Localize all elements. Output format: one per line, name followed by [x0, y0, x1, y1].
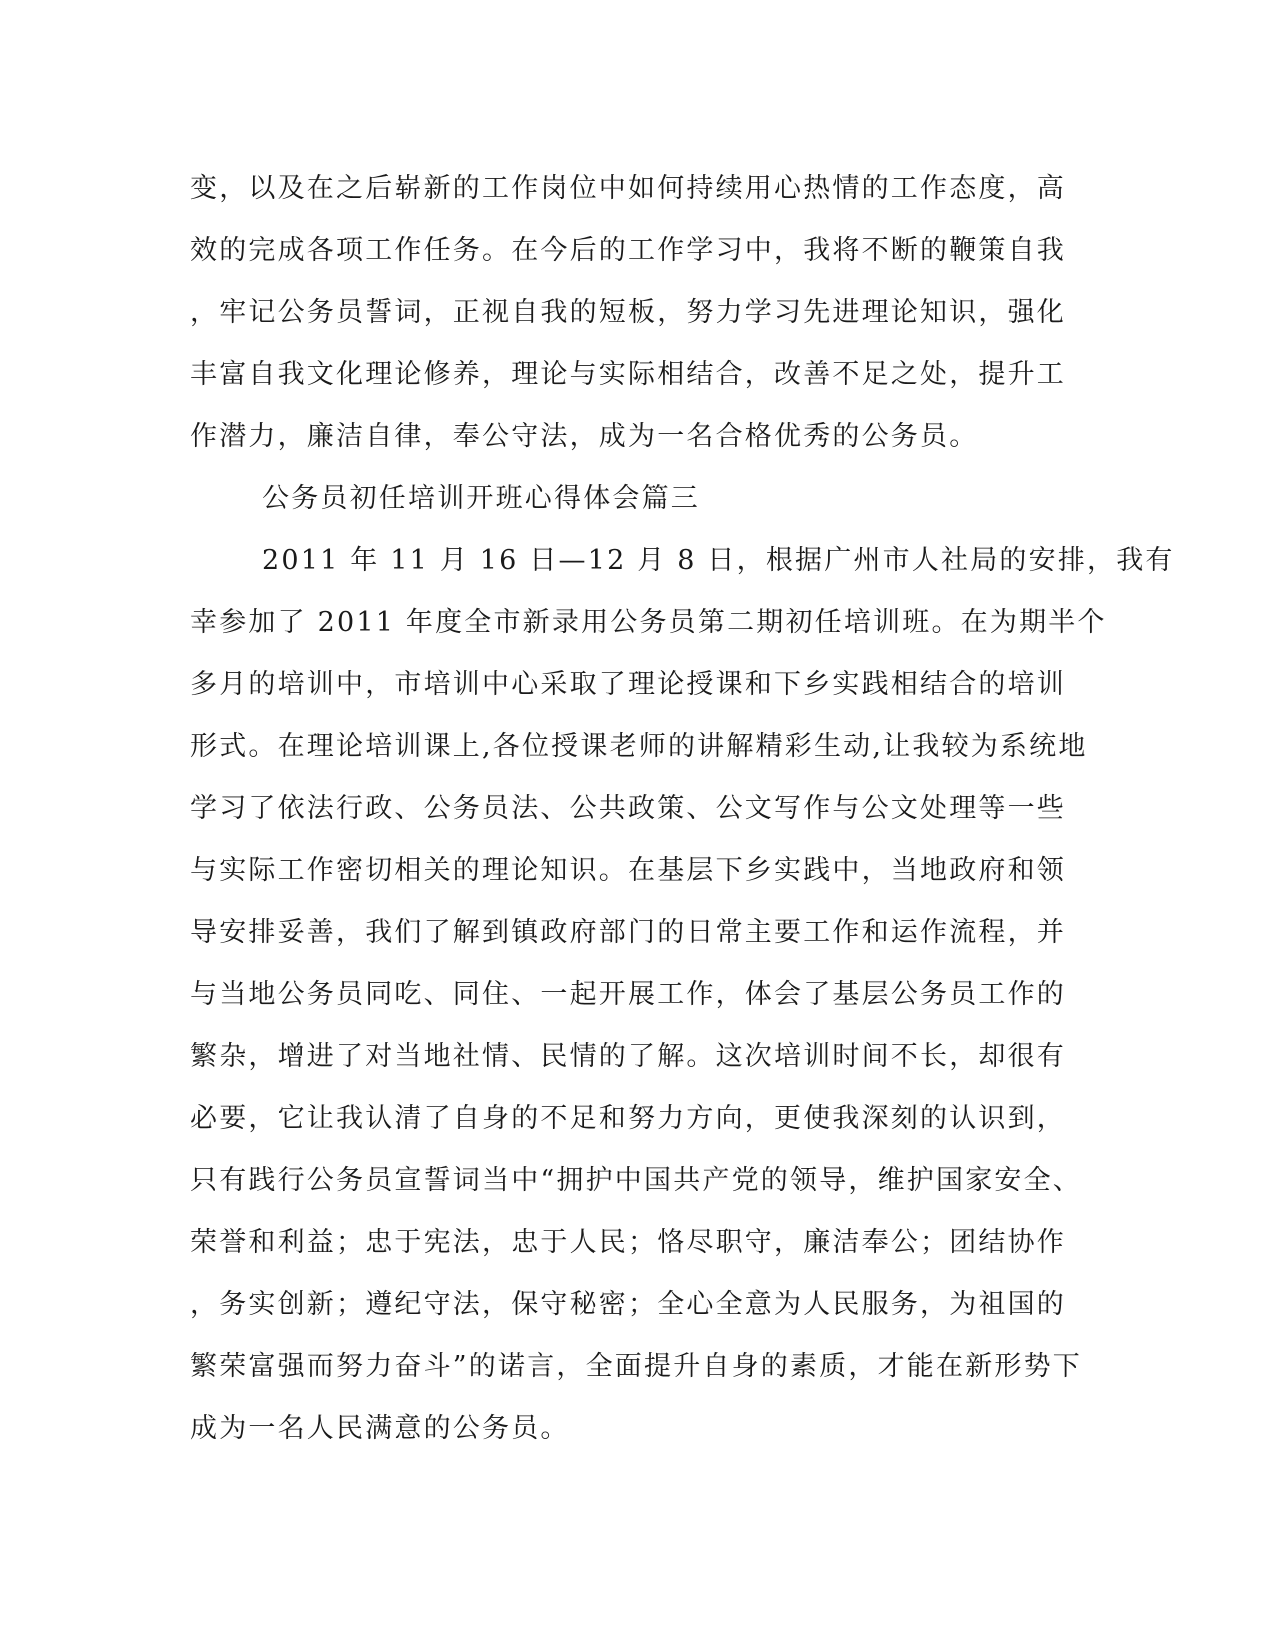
text-line: 与当地公务员同吃、同住、一起开展工作，体会了基层公务员工作的 — [190, 979, 1066, 1010]
text-line: 丰富自我文化理论修养，理论与实际相结合，改善不足之处，提升工 — [190, 359, 1066, 390]
text-line: 只有践行公务员宣誓词当中“拥护中国共产党的领导，维护国家安全、 — [190, 1165, 1083, 1196]
text-line: 繁杂，增进了对当地社情、民情的了解。这次培训时间不长，却很有 — [190, 1041, 1066, 1072]
text-line: 学习了依法行政、公务员法、公共政策、公文写作与公文处理等一些 — [190, 793, 1066, 824]
text-line: ，牢记公务员誓词，正视自我的短板，努力学习先进理论知识，强化 — [190, 297, 1066, 328]
text-line: 繁荣富强而努力奋斗”的诺言，全面提升自身的素质，才能在新形势下 — [190, 1351, 1083, 1382]
text-line: 导安排妥善，我们了解到镇政府部门的日常主要工作和运作流程，并 — [190, 917, 1066, 948]
text-line: 效的完成各项工作任务。在今后的工作学习中，我将不断的鞭策自我 — [190, 235, 1066, 266]
text-line: 荣誉和利益；忠于宪法，忠于人民；恪尽职守，廉洁奉公；团结协作 — [190, 1227, 1066, 1258]
text-line: 成为一名人民满意的公务员。 — [190, 1413, 570, 1444]
text-line: 变，以及在之后崭新的工作岗位中如何持续用心热情的工作态度，高 — [190, 173, 1066, 204]
text-line: 与实际工作密切相关的理论知识。在基层下乡实践中，当地政府和领 — [190, 855, 1066, 886]
text-line: 形式。在理论培训课上,各位授课老师的讲解精彩生动,让我较为系统地 — [190, 731, 1088, 762]
text-line: 2011 年 11 月 16 日—12 月 8 日，根据广州市人社局的安排，我有 — [262, 545, 1175, 576]
text-line: 必要，它让我认清了自身的不足和努力方向，更使我深刻的认识到， — [190, 1103, 1066, 1134]
text-line: 幸参加了 2011 年度全市新录用公务员第二期初任培训班。在为期半个 — [190, 607, 1107, 638]
document-body — [190, 158, 1175, 1460]
text-line: ，务实创新；遵纪守法，保守秘密；全心全意为人民服务，为祖国的 — [190, 1289, 1066, 1320]
text-line: 作潜力，廉洁自律，奉公守法，成为一名合格优秀的公务员。 — [190, 421, 979, 452]
section-heading: 公务员初任培训开班心得体会篇三 — [262, 483, 700, 514]
text-line: 多月的培训中，市培训中心采取了理论授课和下乡实践相结合的培训 — [190, 669, 1066, 700]
